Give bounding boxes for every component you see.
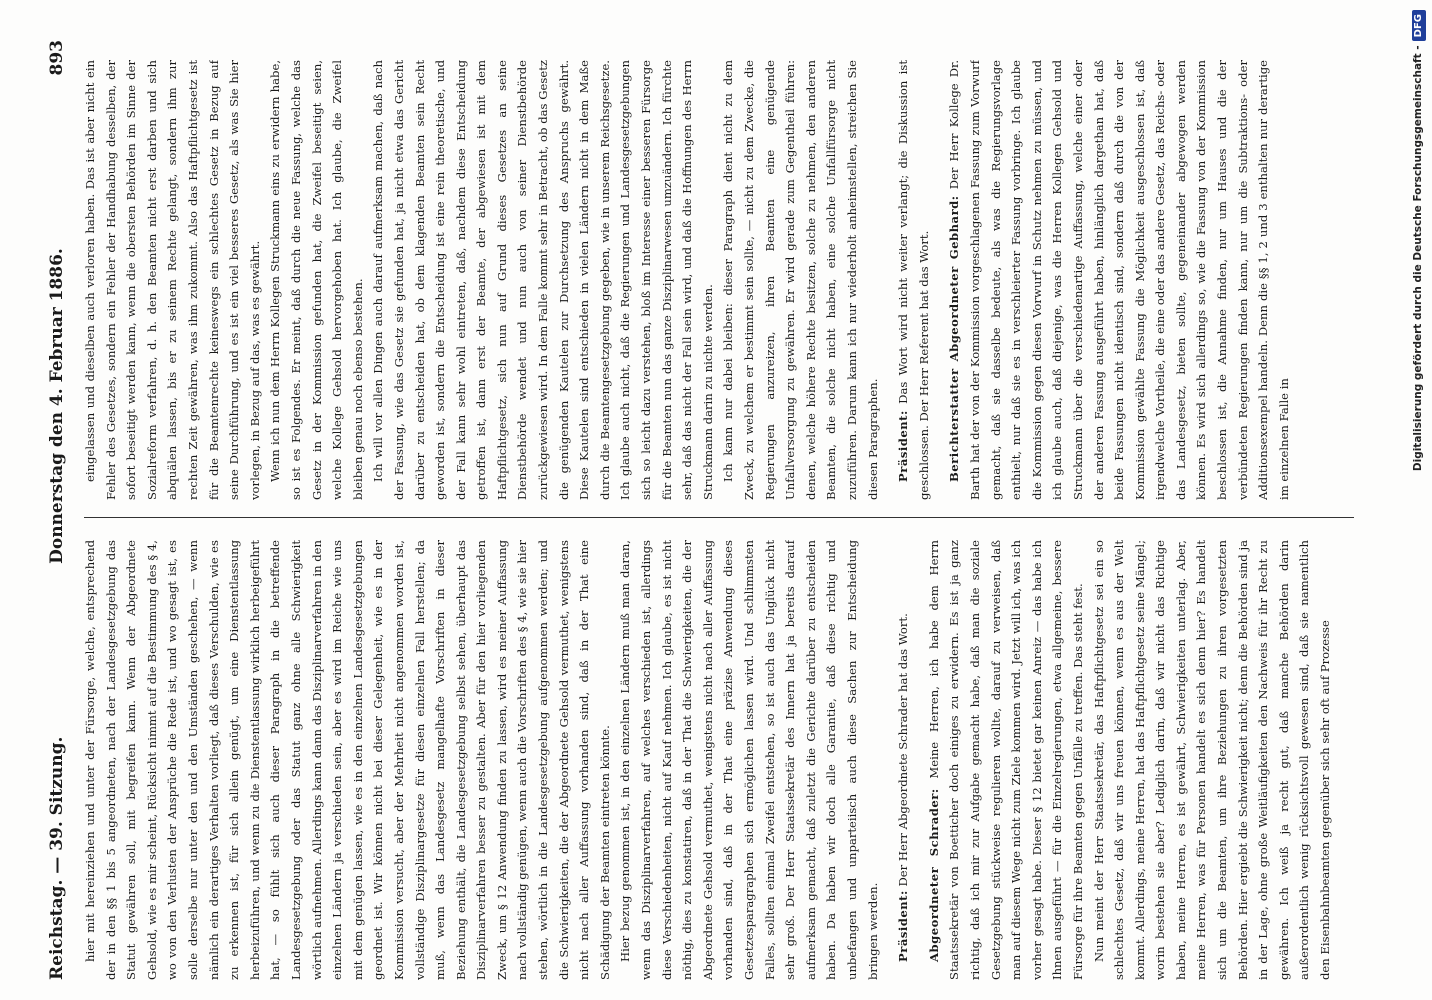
speaker-name: Berichterstatter Abgeordneter Gebhard: [947, 195, 962, 482]
paragraph: Ich kann nur dabei bleiben: dieser Paragraph dient nicht zu dem Zweck, zu welchem er bestimmt sein sollte, — nicht zu dem Zwecke, die Regierungen anzureizen, ihren Beamten eine genügende Unfallversorgung zu gewähren. Er wird gerade zum Gegentheil führen: denen, welche höhere Rechte besitzen, solche zu nehmen, den anderen Beamten, die solche nicht haben, eine solche Unfallfürsorge nicht zuzuführen. Darum kann ich nur wiederholt anheimstellen, streichen Sie diesen Paragraphen. [721, 60, 880, 500]
paragraph: hier mit hereinziehen und unter der Fürsorge, welche, entsprechend der in den §§ 1 bis 5 angeordneten, nach der Landesgesetzgebung das Statut gewähren soll, mit begreifen kann. Wenn der Abgeordnete Gehsold, wie es mir scheint, Rücksicht nimmt auf die Bestimmung des § 4, wo von den Verlusten der Ansprüche die Rede ist, und wo gesagt ist, es solle derselbe nur unter den und den Umständen geschehen, — wenn nämlich ein derartiges Verhalten vorliegt, daß dieses Verschulden, wie es zu erkennen ist, für sich allein genügt, um eine Dienstentlassung herbeizuführen, und wenn zu die Dienstentlassung wirklich herbeigeführt hat, — so fühlt sich auch dieser Paragraph in die betreffende Landesgesetzgebung oder das Statut ganz ohne alle Schwierigkeit wörtlich aufnehmen. Allerdings kann dann das Disziplinarverfahren in den einzelnen Ländern ja verschieden sein, aber es wird im Reiche wie uns mit dem genügen lassen, wie es in den einzelnen Landesgesetzgebungen geordnet ist. Wir können nicht bei dieser Gelegenheit, wie es in der Kommission versucht, aber der Mehrheit nicht angenommen worden ist, vollständige Disziplinargesetze für diesen einzelnen Fall herstellen; da muß, wenn das Landesgesetz mangelhafte Vorschriften in dieser Beziehung enthält, die Landesgesetzgebung selbst sehen, überhaupt das Disziplinarverfahren besser zu gestalten. Aber für den hier vorliegenden Zweck, um § 12 Anwendung finden zu lassen, wird es meiner Auffassung nach vollständig genügen, wenn auch die Vorschriften des § 4, wie sie hier stehen, wörtlich in die Landesgesetzgebung aufgenommen werden; und die Schwierigkeiten, die der Abgeordnete Gehsold vermuthet, wenigstens nicht nach aller Auffassung vorhanden sind, daß in der That eine Schädigung der Beamten eintreten könnte. [83, 540, 612, 980]
speech-text: Der Herr Abgeordnete Schrader hat das Wort. [896, 613, 911, 887]
speech-paragraph [893, 60, 934, 500]
rotated-page-content [40, 40, 1370, 980]
column-divider [84, 517, 1354, 518]
speech-text: Das Wort wird nicht weiter verlangt; die Diskussion ist geschlossen. Der Herr Referent hat das Wort. [896, 60, 931, 500]
speech-text: Meine Herren, ich habe dem Herrn Staatssekretär von Boetticher doch einiges zu erwidern. Es ist ja ganz richtig, daß ich mir zur Aufgabe gemacht habe, daß man die soziale Gesetzgebung stückweise regulieren wollte, darauf zu verweisen, daß man auf diesem Wege nicht zum Ziele kommen wird. Jetzt will ich, was ich vorher gesagt habe. Dieser § 12 bietet gar keinen Anreiz — das habe ich Ihnen ausgeführt — für die Einzelregierungen, etwa allgemeine, bessere Fürsorge für ihre Beamten gegen Unfälle zu treffen. Das steht fest. [926, 540, 1085, 980]
paragraph: Nun meint der Herr Staatssekretär, das Haftpflichtgesetz sei ein so schlechtes Gesetz, daß wir uns freuen können, wenn es aus der Welt kommt. Allerdings, meine Herren, hat das Haftpflichtgesetz seine Mängel; worin bestehen sie aber? Lediglich darin, daß wir nicht das Richtige haben, meine Herren, es ist gewährt, Schwierigkeiten unterlag. Aber, meine Herren, was für Personen handelt es sich denn hier? Es handelt sich um die Beamten, um ihre Beziehungen zu ihren vorgesetzten Behörden. Hier ergiebt die Schwierigkeit nicht; denn die Behörden sind ja in der Lage, ohne große Weitläufigkeiten den Nachweis für ihr Recht zu gewähren. Ich weiß ja recht gut, daß manche Behörden darin außerordentlich wenig rücksichtsvoll gewesen sind, daß sie namentlich den Eisenbahnbeamten gegenüber sich sehr oft auf Prozesse [1091, 540, 1333, 980]
text-column-left [80, 540, 1370, 980]
page-number: 893 [47, 40, 67, 76]
speech-text: Der Herr Kollege Dr. Barth hat der von der Kommission vorgeschlagenen Fassung zum Vorwurf gemacht, daß sie dasselbe bedeute, als was die Regierungsvorlage enthielt, nur daß sie es in verschleierter Fassung vorbringe. Ich glaube die Kommission gegen diesen Vorwurf in Schutz nehmen zu müssen, und ich glaube auch, daß diejenige, was die Herren Kollegen Gehsold und Struckmann über die verschiedenartige Auffassung, welche einer oder der anderen Fassung ausgeführt haben, hinlänglich dargethan hat, daß beide Fassungen nicht identisch sind, sondern daß durch die von der Kommission gewählte Fassung die Möglichkeit ausgeschlossen ist, daß irgendwelche Vortheile, die eine oder das andere Gesetz, das Reichs- oder das Landesgesetz, bieten sollte, gegeneinander abgewogen werden können. Es wird sich allerdings so, wie die Fassung von der Kommission beschlossen ist, die Annahme finden, nur um Hauses und die der verbündeten Regierungen finden kann, nur um die Subtraktions- oder Additionsexempel handeln. Denn die §§ 1, 2 und 3 enthalten nur derartige im einzelnen Falle in [947, 60, 1291, 500]
paragraph: Ich will vor allen Dingen auch darauf aufmerksam machen, daß nach der Fassung, wie das Gesetz sie gefunden hat, ja nicht etwa das Gericht darüber zu entscheiden hat, ob dem klagenden Beamten sein Recht geworden ist, sondern die Entscheidung ist eine rein theoretische, und der Fall kann sehr wohl eintreten, daß, nachdem diese Entscheidung getroffen ist, dann erst der Beamte, der abgewiesen ist mit dem Haftpflichtgesetz, sich nun auf Grund dieses Gesetzes an seine Dienstbehörde wendet und nun auch von seiner Dienstbehörde zurückgewiesen wird. In dem Falle kommt sehr in Betracht, ob das Gesetz die genügenden Kautelen zur Durchsetzung des Anspruchs gewährt. Diese Kautelen sind entschieden in vielen Ländern nicht in dem Maße durch die Beamtengesetzgebung gegeben, wie in unserem Reichsgesetze. Ich glaube auch nicht, daß die Regierungen und Landesgesetzgebungen sich so leicht dazu verstehen, bloß im Interesse einer besseren Fürsorge für die Beamten nun das ganze Disziplinarwesen umzuändern. Ich fürchte sehr, daß das nicht der Fall sein wird, und daß die Hoffnungen des Herrn Struckmann darin zu nichte werden. [371, 60, 715, 500]
header-session: Reichstag. — 39. Sitzung. [47, 736, 67, 980]
dfg-logo: DFG [1412, 10, 1426, 41]
running-header [40, 40, 74, 980]
header-date: Donnerstag den 4. Februar 1886. [47, 248, 67, 564]
paragraph: Hier bezug genommen ist, in den einzelnen Ländern muß man daran, wenn das Disziplinarverfahren, auf welches verschieden ist, allerdings diese Verschiedenheiten, nicht auf Kauf nehmen. Ich glaube, es ist nicht nöthig, dies zu konstatiren, daß in der That die Schwierigkeiten, die der Abgeordnete Gehsold vermuthet, wenigstens nicht nach aller Auffassung vorhanden sind, daß in der That eine präzise Anwendung dieses Gesetzesparagraphen sich ermöglichen lassen wird. Und schlimmsten Falles, sollten einmal Zweifel entstehen, so ist auch das Unglück nicht sehr groß. Der Herr Staatssekretär des Innern hat ja bereits darauf aufmerksam gemacht, daß zuletzt die Gerichte darüber zu entscheiden haben. Da haben wir doch alle Garantie, daß diese richtig und unbefangen und unparteiisch auch diese Sachen zur Entscheidung bringen werden. [618, 540, 880, 980]
paragraph: Wenn ich nun dem Herrn Kollegen Struckmann eins zu erwidern habe, so ist es Folgendes. Er meint, daß durch die neue Fassung, welche das Gesetz in der Kommission gefunden hat, die Zweifel beseitigt seien, welche Kollege Gehsold hervorgehoben hat. Ich glaube, die Zweifel bleiben genau noch ebenso bestehen. [268, 60, 365, 500]
text-column-right [80, 60, 1370, 500]
credit-text: Digitalisierung gefördert durch die Deutsche Forschungsgemeinschaft - [1412, 45, 1424, 472]
paragraph: eingelassen und dieselben auch verloren haben. Das ist aber nicht ein Fehler des Gesetzes, sondern ein Fehler der Handhabung desselben, der sofort beseitigt werden kann, wenn die obersten Behörden im Sinne der Sozialreform verfahren, d. h. den Beamten nicht erst darben und sich abquälen lassen, bis er zu seinem Rechte gelangt, sondern ihm zur rechten Zeit gewähren, was ihm zukommt. Also das Haftpflichtgesetz ist für die Beamtenrechte keineswegs ein schlechtes Gesetz in Bezug auf seine Durchführung, und es ist ein viel besseres Gesetz, als was Sie hier vorlegen, in Bezug auf das, was es gewährt. [83, 60, 262, 500]
speaker-name: Abgeordneter Schrader: [926, 788, 941, 962]
speaker-name: Präsident: [896, 410, 911, 482]
speaker-name: Präsident: [896, 890, 911, 962]
speech-paragraph [893, 540, 914, 980]
speech-paragraph [944, 60, 1294, 500]
speech-paragraph [924, 540, 1089, 980]
digitization-credit [1408, 10, 1428, 980]
